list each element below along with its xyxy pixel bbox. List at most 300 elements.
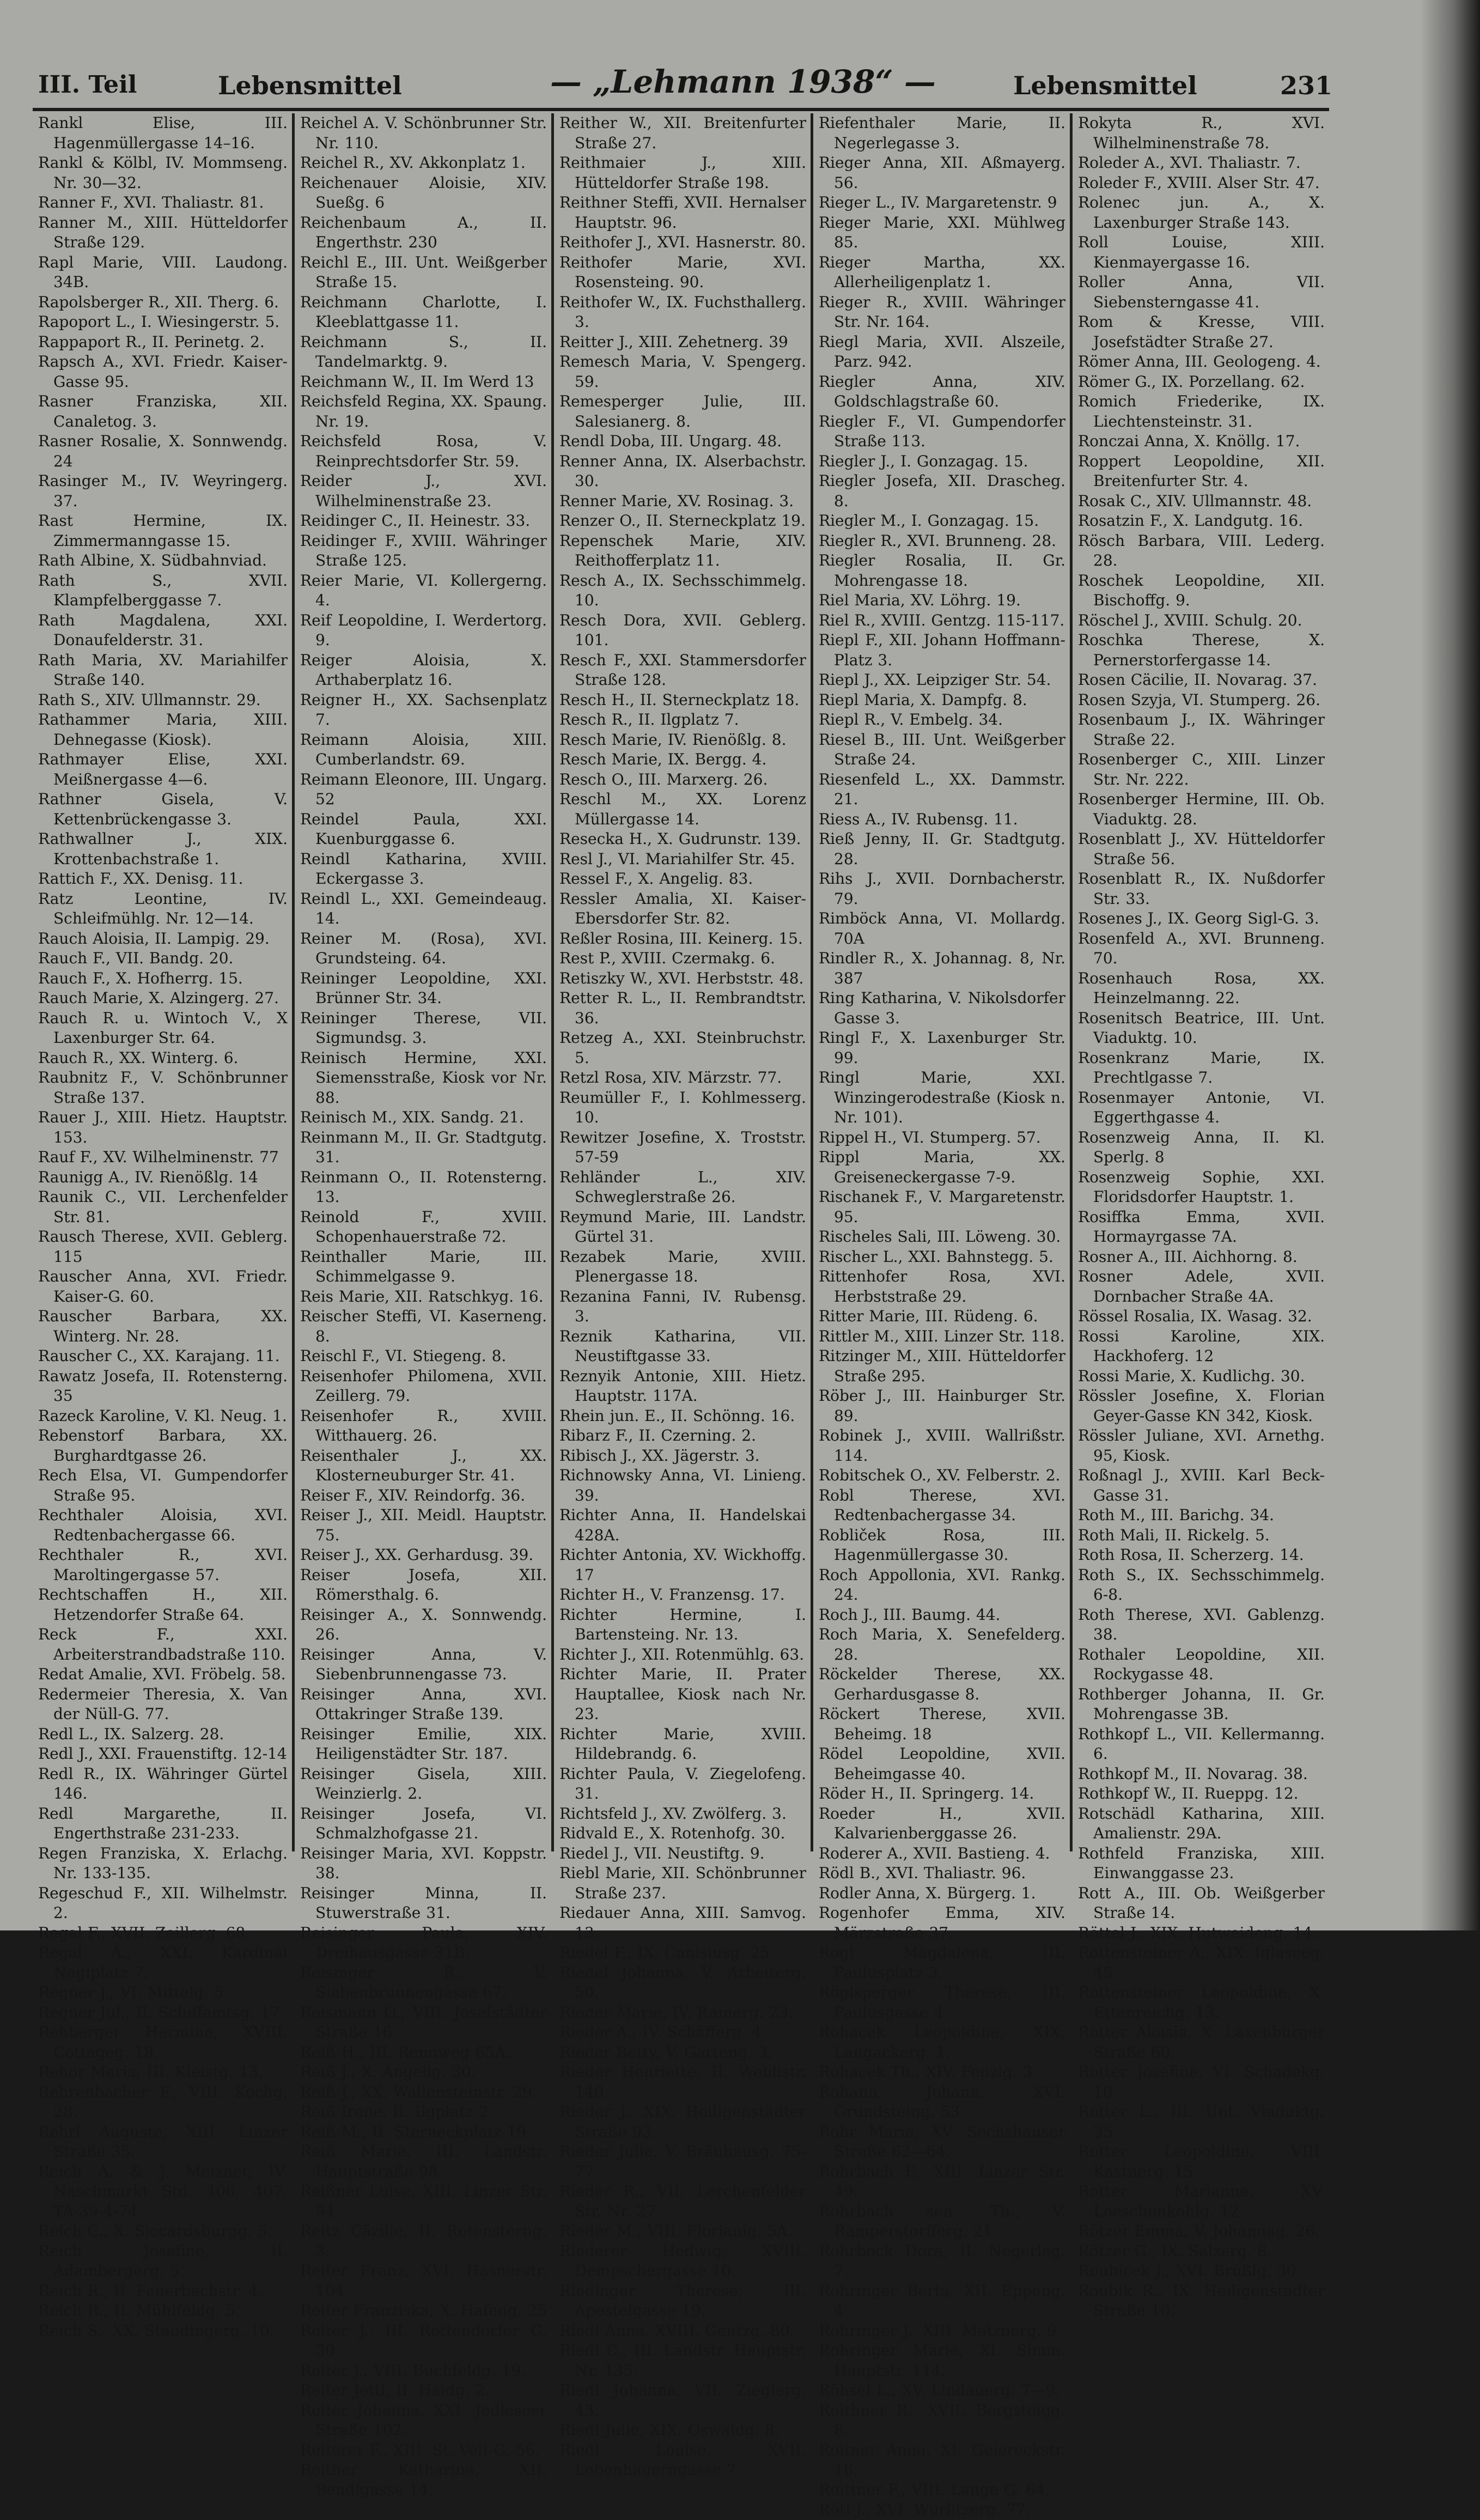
directory-entry: Rothaler Leopoldine, XII. Rockygasse 48. [1078, 1645, 1325, 1683]
directory-entry: Roderer A., XVII. Bastieng. 4. [819, 1844, 1050, 1862]
directory-entry: Rosenhauch Rosa, XX. Heinzelmanng. 22. [1078, 969, 1325, 1007]
directory-entry: Resch Dora, XVII. Geblerg. 101. [559, 611, 806, 649]
directory-entry: Reich Josefine, II. Adambergerg. 5. [38, 2242, 288, 2280]
directory-entry: Röttel J., XIX. Hutweideng. 14. [1078, 1923, 1318, 1942]
directory-entry: Reiter Franziska, X. Hafeng. 25 [300, 2302, 547, 2319]
directory-entry: Ribarz F., II. Czerning. 2. [559, 1426, 756, 1444]
directory-entry: Rest P., XVIII. Czermakg. 6. [559, 949, 775, 967]
directory-entry: Razeck Karoline, V. Kl. Neug. 1. [38, 1406, 287, 1425]
directory-entry: Rauscher Barbara, XX. Winterg. Nr. 28. [38, 1307, 288, 1345]
directory-entry: Rosenitsch Beatrice, III. Unt. Viaduktg. 10. [1078, 1009, 1325, 1047]
directory-entry: Regen Franziska, X. Erlachg. Nr. 133-135. [38, 1844, 288, 1882]
directory-entry: Riegler F., VI. Gumpendorfer Straße 113. [819, 412, 1065, 450]
directory-entry: Richter Hermine, I. Bartensteing. Nr. 13. [559, 1605, 806, 1643]
directory-entry: Rothkopf W., II. Rueppg. 12. [1078, 1784, 1299, 1802]
directory-entry: Reithmaier J., XIII. Hütteldorfer Straße 198. [559, 154, 806, 192]
directory-entry: Rewitzer Josefine, X. Troststr. 57-59 [559, 1128, 806, 1166]
directory-entry: Retzeg A., XXI. Steinbruchstr. 5. [559, 1029, 806, 1067]
directory-entry: Rath Albine, X. Südbahnviad. [38, 551, 267, 569]
directory-entry: Regeschud F., XII. Wilhelmstr. 2. [38, 1884, 288, 1922]
directory-entry: Riedl C., III. Landstr. Hauptstr. Nr. 135. [559, 2341, 806, 2379]
directory-entry: Roch Maria, X. Senefelderg. 28. [819, 1625, 1065, 1663]
directory-entry: Rohacek Th., XIV. Fenzlg. 3. [819, 2063, 1037, 2081]
directory-entry: Reich A. & J. Meizner, IV. Naschmarkt Std. 406, 407, TA-39-4-74 [38, 2162, 288, 2220]
directory-entry: Rihs J., XVII. Dornbacherstr. 79. [819, 870, 1065, 908]
directory-entry: Roschek Leopoldine, XII. Bischoffg. 9. [1078, 571, 1325, 609]
directory-entry: Rosenfeld A., XVI. Brunneng. 70. [1078, 929, 1325, 967]
directory-entry: Rössel Rosalia, IX. Wasag. 32. [1078, 1307, 1312, 1325]
directory-entry: Rohringer J., XIII. Matznerg. 9. [819, 2321, 1062, 2340]
directory-entry: Reich R., II. Mühlfeldg. 5. [38, 2302, 240, 2319]
directory-entry: Reinold F., XVIII. Schopenhauerstraße 72. [300, 1207, 547, 1246]
directory-entry: Redl R., IX. Währinger Gürtel 146. [38, 1764, 288, 1802]
directory-entry: Regal F., XVII. Zeillerg. 68. [38, 1923, 251, 1942]
directory-entry: Rathmayer Elise, XXI. Meißnergasse 4—6. [38, 750, 288, 788]
directory-entry: Rieger Martha, XX. Allerheiligenplatz 1. [819, 253, 1065, 291]
directory-entry: Römer G., IX. Porzellang. 62. [1078, 372, 1305, 391]
directory-entry: Rauf F., XV. Wilhelminenstr. 77 [38, 1148, 279, 1166]
directory-entry: Rötzer Emma, V. Johannag. 26. [1078, 2222, 1320, 2240]
directory-entry: Resch Marie, IV. Rienößlg. 8. [559, 730, 787, 749]
directory-entry: Reisenhofer R., XVIII. Witthauerg. 26. [300, 1406, 547, 1444]
directory-entry: Riegl Maria, XVII. Alszeile, Parz. 942. [819, 332, 1065, 371]
directory-entry: Rieder Marie, IV. Rainerg. 23. [559, 2003, 794, 2021]
directory-entry: Reismann O., VIII. Josefstädter Straße 16. [300, 2003, 547, 2041]
directory-entry: Rosenmayer Antonie, VI. Eggerthgasse 4. [1078, 1088, 1325, 1126]
directory-entry: Riederer Hedwig, XVIII. Dempschergasse 10. [559, 2242, 806, 2280]
directory-entry: Reither W., XII. Breitenfurter Straße 27. [559, 114, 806, 152]
directory-entry: Rott A., III. Ob. Weißgerber Straße 14. [1078, 1884, 1325, 1922]
directory-entry: Reisinger Paula, XIV. Dreihausgasse 31B. [300, 1923, 547, 1962]
directory-entry: Reich C., X. Siccardsburgg. 5. [38, 2222, 272, 2240]
directory-entry: Reiter Franz, XVI. Hasnerstr. 104. [300, 2262, 547, 2300]
directory-entry: Reiser Josefa, XII. Römersthalg. 6. [300, 1565, 547, 1604]
directory-entry: Rieger R., XVIII. Währinger Str. Nr. 164. [819, 293, 1065, 331]
directory-entry: Rogl Magdalena, III. Paulusplatz 3. [819, 1944, 1065, 1982]
directory-entry: Ridvald E., X. Rotenhofg. 30. [559, 1824, 785, 1842]
directory-entry: Rohrbach F., XIII. Linzer Str. 49. [819, 2162, 1065, 2200]
directory-entry: Richter Marie, XVIII. Hildebrandg. 6. [559, 1724, 806, 1763]
directory-entry: Reier Marie, VI. Kollergerng. 4. [300, 571, 547, 609]
listing-column-4 [811, 113, 1070, 2518]
directory-entry: Robl Therese, XVI. Redtenbachergasse 34. [819, 1486, 1065, 1524]
directory-entry: Regner Jul., II. Schiffamtsg. 17. [38, 2003, 285, 2021]
directory-entry: Röglsperger Therese, III. Paulusgasse 4. [819, 1983, 1065, 2021]
directory-entry: Rittenhofer Rosa, XVI. Herbststraße 29. [819, 1267, 1065, 1305]
directory-entry: Rottensteiner A., XIX. Iglaseeg. 45 [1078, 1944, 1325, 1982]
directory-entry: Rauch Marie, X. Alzingerg. 27. [38, 989, 279, 1007]
directory-entry: Reiser J., XX. Gerhardusg. 39. [300, 1546, 534, 1564]
directory-entry: Rankl Elise, III. Hagenmüllergasse 14–16. [38, 114, 288, 152]
directory-entry: Rieger Marie, XXI. Mühlweg 85. [819, 213, 1065, 251]
directory-entry: Rittler M., XIII. Linzer Str. 118. [819, 1327, 1065, 1345]
directory-entry: Rosatzin F., X. Landgutg. 16. [1078, 512, 1304, 530]
directory-entry: Rehrl Auguste, XIII. Linzer Straße 35. [38, 2122, 288, 2160]
directory-entry: Rohann Johann, XVI. Grundsteing. 53. [819, 2082, 1065, 2121]
section-title-left: Lebensmittel [218, 71, 402, 100]
directory-entry: Reidinger C., II. Heinestr. 33. [300, 512, 531, 530]
directory-entry: Reiter J., III. Rottendorfer G. 30 [300, 2321, 547, 2359]
directory-entry: Romich Friederike, IX. Liechtensteinstr. 31. [1078, 392, 1325, 430]
directory-entry: Resch Marie, IX. Bergg. 4. [559, 750, 767, 768]
directory-entry: Reichmann Charlotte, I. Kleeblattgasse 11. [300, 293, 547, 331]
directory-entry: Riebl Marie, XII. Schönbrunner Straße 237. [559, 1864, 806, 1902]
directory-entry: Regal A., XXI. Kardinal Naglplatz 7. [38, 1944, 288, 1982]
directory-entry: Reindel Paula, XXI. Kuenburggasse 6. [300, 810, 547, 848]
directory-entry: Rasner Rosalie, X. Sonnwendg. 24 [38, 432, 288, 470]
directory-entry: Rebenstorf Barbara, XX. Burghardtgasse 26. [38, 1426, 288, 1465]
directory-entry: Rössler Josefine, X. Florian Geyer-Gasse KN 342, Kiosk. [1078, 1387, 1325, 1425]
directory-entry: Rischeles Sali, III. Löweng. 30. [819, 1228, 1061, 1246]
directory-entry: Rattich F., XX. Denisg. 11. [38, 870, 243, 888]
directory-entry: Riess A., IV. Rubensg. 11. [819, 810, 1018, 828]
directory-entry: Riedel J., VII. Neustiftg. 9. [559, 1844, 765, 1862]
directory-entry: Rasner Franziska, XII. Canaletog. 3. [38, 392, 288, 430]
directory-entry: Rast Hermine, IX. Zimmermanngasse 15. [38, 512, 288, 550]
directory-entry: Rosenblatt R., IX. Nußdorfer Str. 33. [1078, 870, 1325, 908]
directory-entry: Rendl Doba, III. Ungarg. 48. [559, 432, 782, 450]
directory-entry: Rauscher C., XX. Karajang. 11. [38, 1347, 280, 1365]
directory-entry: Reiter Johanna, XXI. Jedleseer Straße 102. [300, 2401, 547, 2439]
page-number: 231 [1280, 71, 1333, 100]
directory-entry: Riepl J., XX. Leipziger Str. 54. [819, 671, 1051, 689]
directory-entry: Röschel J., XVIII. Schulg. 20. [1078, 611, 1302, 629]
directory-entry: Reißner Luise, XIII. Linzer Str. 94. [300, 2182, 547, 2220]
directory-entry: Rothberger Johanna, II. Gr. Mohrengasse 3B. [1078, 1685, 1325, 1723]
directory-entry: Riedel F., IX. Canisiusg. 25. [559, 1944, 775, 1962]
directory-entry: Rosenes J., IX. Georg Sigl-G. 3. [1078, 909, 1319, 927]
directory-entry: Rosen Szyja, VI. Stumperg. 26. [1078, 690, 1320, 709]
directory-entry: Reither Katharina, XII. Bendlgasse 14. [300, 2461, 547, 2499]
directory-entry: Riedl Julie, XIX. Oswaldg. 8. [559, 2421, 779, 2439]
directory-entry: Reiger Aloisia, X. Arthaberplatz 16. [300, 651, 547, 689]
directory-entry: Retiszky W., XVI. Herbststr. 48. [559, 969, 804, 987]
directory-entry: Reindl L., XXI. Gemeindeaug. 14. [300, 889, 547, 927]
directory-entry: Rauer J., XIII. Hietz. Hauptstr. 153. [38, 1108, 288, 1146]
directory-entry: Reichmann W., II. Im Werd 13 [300, 372, 534, 391]
directory-entry: Rohringer Berta, XII. Eppeng. 4. [819, 2281, 1065, 2319]
directory-entry: Resecka H., X. Gudrunstr. 139. [559, 830, 801, 848]
directory-entry: Rosenbaum J., IX. Währinger Straße 22. [1078, 711, 1325, 749]
directory-entry: Ranner M., XIII. Hütteldorfer Straße 129. [38, 213, 288, 251]
directory-entry: Rötzer G., IX. Salzerg. 8. [1078, 2242, 1272, 2260]
directory-entry: Riedinger Therese, III. Apostelgasse 19. [559, 2281, 806, 2319]
directory-entry: Rehrenbacher F., VIII. Kochg. 28. [38, 2082, 288, 2121]
directory-entry: Rohrbach sen. Th., V. Ramperstorfferg. 21. [819, 2202, 1065, 2240]
directory-entry: Ronczai Anna, X. Knöllg. 17. [1078, 432, 1300, 450]
directory-entry: Reisinger Anna, XVI. Ottakringer Straße 139. [300, 1685, 547, 1723]
directory-entry: Rechtschaffen H., XII. Hetzendorfer Straße 64. [38, 1586, 288, 1624]
directory-entry: Rohr Maria, XV. Sechshauser Straße 62—64. [819, 2122, 1065, 2160]
directory-entry: Rohringer Marie, XI. Simm. Hauptstr. 114. [819, 2341, 1065, 2379]
directory-entry: Riegler J., I. Gonzagag. 15. [819, 452, 1028, 470]
directory-entry: Reichel R., XV. Akkonplatz 1. [300, 154, 526, 172]
directory-entry: Rhein jun. E., II. Schönng. 16. [559, 1406, 795, 1425]
directory-entry: Reichenauer Aloisie, XIV. Sueßg. 6 [300, 173, 547, 211]
directory-entry: Rosenzweig Sophie, XXI. Floridsdorfer Hauptstr. 1. [1078, 1168, 1325, 1206]
directory-entry: Rosiffka Emma, XVII. Hormayrgasse 7A. [1078, 1207, 1325, 1246]
directory-entry: Rotter Leopoldine, VIII. Kastnerg. 15. [1078, 2142, 1325, 2181]
directory-entry: Rippl Maria, XX. Greiseneckergasse 7-9. [819, 1148, 1065, 1186]
directory-entry: Rotter Marianne, XV. Loeschenkohlg. 12. [1078, 2182, 1325, 2220]
directory-entry: Regner J., VI. Mittelg. 5. [38, 1983, 229, 2001]
directory-entry: Reiterer F., XIII. St. Veit-G. 56. [300, 2440, 540, 2459]
directory-entry: Rauch Aloisia, II. Lampig. 29. [38, 929, 270, 948]
directory-entry: Reinisch M., XIX. Sandg. 21. [300, 1108, 524, 1126]
directory-entry: Roch Appollonia, XVI. Rankg. 24. [819, 1565, 1065, 1604]
directory-entry: Rieß Jenny, II. Gr. Stadtgutg. 28. [819, 830, 1065, 868]
directory-entry: Raunik C., VII. Lerchenfelder Str. 81. [38, 1188, 288, 1226]
directory-entry: Rehor Maria, III. Kleistg. 13. [38, 2063, 264, 2081]
directory-entry: Rippel H., VI. Stumperg. 57. [819, 1128, 1041, 1146]
directory-entry: Riegler Josefa, XII. Drascheg. 8. [819, 472, 1065, 510]
directory-entry: Resl J., VI. Mariahilfer Str. 45. [559, 849, 795, 868]
directory-entry: Reis Marie, XII. Ratschkyg. 16. [300, 1287, 544, 1305]
directory-entry: Riesel B., III. Unt. Weißgerber Straße 24. [819, 730, 1065, 768]
directory-entry: Rankl & Kölbl, IV. Mommseng. Nr. 30—32. [38, 154, 288, 192]
directory-entry: Riefenthaler Marie, II. Negerlegasse 3. [819, 114, 1065, 152]
directory-entry: Reisinger Josefa, VI. Schmalzhofgasse 21. [300, 1804, 547, 1842]
directory-entry: Redermeier Theresia, X. Van der Nüll-G. 77. [38, 1685, 288, 1723]
directory-entry: Remesperger Julie, III. Salesianerg. 8. [559, 392, 806, 430]
directory-entry: Riedl Anna, XVIII. Gentzg. 80. [559, 2321, 795, 2340]
directory-entry: Rogenhofer Emma, XIV. Märzstraße 37. [819, 1904, 1065, 1942]
directory-entry: Roleder A., XVI. Thaliastr. 7. [1078, 154, 1301, 172]
header-rule [33, 108, 1329, 111]
directory-entry: Rössler Juliane, XVI. Arnethg. 95, Kiosk. [1078, 1426, 1325, 1465]
directory-entry: Rehberger Hermine, XVIII. Cottageg. 18. [38, 2023, 288, 2061]
directory-entry: Rohacek Leopoldine, XIX. Langackerg. 1. [819, 2023, 1065, 2061]
directory-entry: Reisinger Maria, XVI. Koppstr. 38. [300, 1844, 547, 1882]
directory-entry: Reithofer W., IX. Fuchsthallerg. 3. [559, 293, 806, 331]
directory-entry: Roithner R., XVII. Bergsteigg. 8. [819, 2401, 1065, 2439]
directory-entry: Rechthaler Aloisia, XVI. Redtenbachergasse 66. [38, 1506, 288, 1544]
directory-entry: Rotter Josefine, VI. Schadekg. 10. [1078, 2063, 1325, 2101]
directory-entry: Riegler Rosalia, II. Gr. Mohrengasse 18. [819, 551, 1065, 590]
directory-entry: Reininger Therese, VII. Sigmundsg. 3. [300, 1009, 547, 1047]
directory-entry: Reichmann S., II. Tandelmarktg. 9. [300, 332, 547, 371]
directory-entry: Reimann Eleonore, III. Ungarg. 52 [300, 770, 547, 808]
directory-entry: Reisinger A., X. Sonnwendg. 26. [300, 1605, 547, 1643]
directory-entry: Rothkopf M., II. Novarag. 38. [1078, 1764, 1308, 1783]
directory-entry: Retzl Rosa, XIV. Märzstr. 77. [559, 1068, 782, 1086]
directory-entry: Rotter L., III. Unt. Viaduktg. 35. [1078, 2103, 1325, 2141]
directory-entry: Reschl M., XX. Lorenz Müllergasse 14. [559, 790, 806, 828]
directory-entry: Reinmann M., II. Gr. Stadtgutg. 31. [300, 1128, 547, 1166]
directory-entry: Rom & Kresse, VIII. Josefstädter Straße 27. [1078, 313, 1325, 351]
directory-entry: Resch A., IX. Sechsschimmelg. 10. [559, 571, 806, 609]
directory-entry: Roschka Therese, X. Pernerstorfergasse 14. [1078, 631, 1325, 669]
directory-entry: Ring Katharina, V. Nikolsdorfer Gasse 3. [819, 989, 1065, 1027]
directory-entry: Rezabek Marie, XVIII. Plenergasse 18. [559, 1247, 806, 1285]
directory-entry: Rottensteiner Leopoldine, X. Ettenreichg. 13. [1078, 1983, 1325, 2021]
directory-entry: Ringl Marie, XXI. Winzingerodestraße (Kiosk n. Nr. 101). [819, 1068, 1065, 1126]
directory-entry: Reininger Leopoldine, XXI. Brünner Str. 34. [300, 969, 547, 1007]
directory-entry: Reithofer J., XVI. Hasnerstr. 80. [559, 233, 806, 251]
listing-column-1 [33, 113, 292, 2340]
directory-entry: Reinisch Hermine, XXI. Siemensstraße, Kiosk vor Nr. 88. [300, 1048, 547, 1107]
directory-entry: Reiß Marie, III. Landstr. Hauptstraße 98. [300, 2142, 547, 2181]
directory-entry: Rotter Aloisia, X. Laxenburger Straße 60. [1078, 2023, 1325, 2061]
directory-entry: Rosenkranz Marie, IX. Prechtlgasse 7. [1078, 1048, 1325, 1086]
directory-entry: Rödl B., XVI. Thaliastr. 96. [819, 1864, 1026, 1882]
directory-entry: Rath Maria, XV. Mariahilfer Straße 140. [38, 651, 288, 689]
directory-entry: Richnowsky Anna, VI. Linieng. 39. [559, 1466, 806, 1504]
directory-entry: Rathner Gisela, V. Kettenbrückengasse 3. [38, 790, 288, 828]
directory-entry: Rösch Barbara, VIII. Lederg. 28. [1078, 531, 1325, 569]
directory-entry: Richter H., V. Franzensg. 17. [559, 1586, 785, 1604]
directory-entry: Rieder M., VIII. Florianig. 5A. [559, 2222, 793, 2240]
directory-entry: Reidinger F., XVIII. Währinger Straße 125. [300, 531, 547, 569]
directory-entry: Rappaport R., II. Perinetg. 2. [38, 332, 265, 351]
directory-entry: Rothfeld Franziska, XIII. Einwanggasse 23. [1078, 1844, 1325, 1882]
directory-entry: Renzer O., II. Sterneckplatz 19. [559, 512, 806, 530]
part-label: III. Teil [38, 71, 137, 99]
directory-entry: Rödel Leopoldine, XVII. Beheimgasse 40. [819, 1745, 1065, 1783]
directory-entry: Reiß Irene, II. Ilgplatz 2. [300, 2103, 494, 2121]
directory-entry: Rauch R. u. Wintoch V., X Laxenburger Str. 64. [38, 1009, 288, 1047]
directory-entry: Rieger L., IV. Margaretenstr. 9 [819, 193, 1057, 211]
directory-entry: Reigner H., XX. Sachsenplatz 7. [300, 690, 547, 728]
directory-entry: Ritter Marie, III. Rüdeng. 6. [819, 1307, 1038, 1325]
directory-entry: Reisinger Gisela, XIII. Weinzierlg. 2. [300, 1764, 547, 1802]
directory-entry: Rimböck Anna, VI. Mollardg. 70A [819, 909, 1065, 948]
directory-entry: Rothkopf L., VII. Kellermanng. 6. [1078, 1724, 1325, 1763]
directory-entry: Rauscher Anna, XVI. Friedr. Kaiser-G. 60. [38, 1267, 288, 1305]
directory-entry: Reischer Steffi, VI. Kaserneng. 8. [300, 1307, 547, 1345]
directory-entry: Roeder H., XVII. Kalvarienberggasse 26. [819, 1804, 1065, 1842]
directory-entry: Rauch R., XX. Winterg. 6. [38, 1048, 239, 1067]
directory-entry: Rath Magdalena, XXI. Donaufelderstr. 31. [38, 611, 288, 649]
directory-entry: Rotschädl Katharina, XIII. Amalienstr. 29A. [1078, 1804, 1325, 1842]
directory-entry: Roth Rosa, II. Scherzerg. 14. [1078, 1546, 1304, 1564]
directory-entry: Richtsfeld J., XV. Zwölferg. 3. [559, 1804, 787, 1823]
directory-entry: Rauch F., VII. Bandg. 20. [38, 949, 234, 967]
directory-entry: Resch F., XXI. Stammersdorfer Straße 128. [559, 651, 806, 689]
directory-entry: Rossi Karoline, XIX. Hackhoferg. 12 [1078, 1327, 1325, 1365]
directory-entry: Reichenbaum A., II. Engerthstr. 230 [300, 213, 547, 251]
directory-entry: Röder H., II. Springerg. 14. [819, 1784, 1034, 1802]
directory-entry: Roth S., IX. Sechsschimmelg. 6-8. [1078, 1565, 1325, 1604]
directory-entry: Römer Anna, III. Geologeng. 4. [1078, 353, 1321, 371]
directory-entry: Reichl E., III. Unt. Weißgerber Straße 15. [300, 253, 547, 291]
directory-entry: Röber J., III. Hainburger Str. 89. [819, 1387, 1065, 1425]
directory-entry: Roller Anna, VII. Siebensterngasse 41. [1078, 273, 1325, 311]
directory-entry: Reider J., XVI. Wilhelminenstraße 23. [300, 472, 547, 510]
directory-entry: Riegler R., XVI. Brunneng. 28. [819, 531, 1057, 550]
directory-entry: Reiß H., III. Rennweg 65A. [300, 2043, 511, 2061]
directory-entry: Reßler Rosina, III. Keinerg. 15. [559, 929, 803, 948]
directory-entry: Roll Louise, XIII. Kienmayergasse 16. [1078, 233, 1325, 271]
directory-entry: Reznyik Antonie, XIII. Hietz. Hauptstr. 117A. [559, 1367, 806, 1405]
directory-entry: Reymund Marie, III. Landstr. Gürtel 31. [559, 1207, 806, 1246]
directory-entry: Ribisch J., XX. Jägerstr. 3. [559, 1446, 760, 1465]
directory-entry: Roth Therese, XVI. Gablenzg. 38. [1078, 1605, 1325, 1643]
directory-entry: Rosenberger C., XIII. Linzer Str. Nr. 222. [1078, 750, 1325, 788]
directory-entry: Röckelder Therese, XX. Gerhardusgasse 8. [819, 1665, 1065, 1703]
directory-entry: Rapsch A., XVI. Friedr. Kaiser-Gasse 95. [38, 353, 288, 391]
directory-entry: Rechthaler R., XVI. Maroltingergasse 57. [38, 1546, 288, 1584]
directory-entry: Richter Antonia, XV. Wickhoffg. 17 [559, 1546, 806, 1584]
directory-entry: Ratz Leontine, IV. Schleifmühlg. Nr. 12—14. [38, 889, 288, 927]
directory-entry: Renner Marie, XV. Rosinag. 3. [559, 491, 794, 510]
directory-entry: Rosenberger Hermine, III. Ob. Viaduktg. 28. [1078, 790, 1325, 828]
directory-entry: Röckert Therese, XVII. Beheimg. 18 [819, 1705, 1065, 1743]
directory-entry: Redl L., IX. Salzerg. 28. [38, 1724, 224, 1743]
directory-entry: Roubicek J., XVI. Brüßlg. 30. [1078, 2262, 1301, 2280]
listing-column-3 [551, 113, 811, 2479]
directory-entry: Reiner M. (Rosa), XVI. Grundsteing. 64. [300, 929, 547, 967]
directory-entry: Robliček Rosa, III. Hagenmüllergasse 30. [819, 1526, 1065, 1564]
directory-entry: Riedl Johanna, VII. Zieglerg. 43. [559, 2381, 806, 2419]
directory-entry: Reiser J., XII. Meidl. Hauptstr. 75. [300, 1506, 547, 1544]
directory-entry: Reichsfeld Regina, XX. Spaung. Nr. 19. [300, 392, 547, 430]
listing-column-2 [292, 113, 551, 2499]
directory-entry: Rischer L., XXI. Bahnstegg. 5. [819, 1247, 1053, 1266]
directory-entry: Rischanek F., V. Margaretenstr. 95. [819, 1188, 1065, 1226]
directory-entry: Roßnagl J., XVIII. Karl Beck-Gasse 31. [1078, 1466, 1325, 1504]
directory-entry: Reiter J., VIII. Buchfeldg. 19. [300, 2361, 526, 2379]
directory-entry: Roch J., III. Baumg. 44. [819, 1605, 1001, 1624]
directory-entry: Rosak C., XIV. Ullmannstr. 48. [1078, 491, 1312, 510]
directory-entry: Rokyta R., XVI. Wilhelminenstraße 78. [1078, 114, 1325, 152]
directory-entry: Riegler M., I. Gonzagag. 15. [819, 512, 1039, 530]
directory-entry: Rath S., XVII. Klampfelberggasse 7. [38, 571, 288, 609]
directory-entry: Rötl J., XVI. Wurlitzerg. 77. [819, 2500, 1031, 2518]
directory-entry: Reich R., II. Feuerbachstr. 4. [38, 2281, 263, 2300]
directory-entry: Reisenhofer Philomena, XVII. Zeillerg. 79. [300, 1367, 547, 1405]
directory-entry: Riesenfeld L., XX. Dammstr. 21. [819, 770, 1065, 808]
directory-entry: Roubik R., IX. Heiligenstädter Straße 10. [1078, 2281, 1325, 2319]
directory-entry: Rauch F., X. Hofherrg. 15. [38, 969, 243, 987]
directory-entry: Reithofer Marie, XVI. Rosensteing. 90. [559, 253, 806, 291]
directory-entry: Redat Amalie, XVI. Fröbelg. 58. [38, 1665, 286, 1683]
directory-entry: Retter R. L., II. Rembrandtstr. 36. [559, 989, 806, 1027]
directory-entry: Rapl Marie, VIII. Laudong. 34B. [38, 253, 288, 291]
directory-entry: Resch O., III. Marxerg. 26. [559, 770, 768, 788]
directory-entry: Redl J., XXI. Frauenstiftg. 12-14 [38, 1745, 287, 1763]
directory-entry: Rieder J., XIX. Heiligenstädter Straße 93. [559, 2103, 806, 2141]
directory-entry: Resch R., II. Ilgplatz 7. [559, 711, 739, 728]
directory-entry: Renner Anna, IX. Alserbachstr. 30. [559, 452, 806, 490]
directory-entry: Reiser F., XIV. Reindorfg. 36. [300, 1486, 526, 1504]
directory-entry: Rosner Adele, XVII. Dornbacher Straße 4A. [1078, 1267, 1325, 1305]
directory-entry: Roitner Anna, XI. Geiereckstr. 16. [819, 2440, 1065, 2479]
listing-columns [33, 113, 1329, 2518]
directory-entry: Rieder A., IV. Schäfferg. 4 [559, 2023, 762, 2041]
directory-entry: Repenschek Marie, XIV. Reithofferplatz 11. [559, 531, 806, 569]
directory-entry: Rathwallner J., XIX. Krottenbachstraße 1. [38, 830, 288, 868]
directory-entry: Reindl Katharina, XVIII. Eckergasse 3. [300, 849, 547, 888]
directory-entry: Riedl Louise, XVII. Lobenhauerngasse 7. [559, 2440, 806, 2479]
directory-entry: Riedauer Anna, XIII. Samvog. 13. [559, 1904, 806, 1942]
directory-entry: Robinek J., XVIII. Wallrißstr. 114. [819, 1426, 1065, 1465]
directory-entry: Reitz Cäzilie, II. Rotensterng. 3. [300, 2222, 547, 2260]
directory-entry: Robitschek O., XV. Felberstr. 2. [819, 1466, 1061, 1484]
directory-entry: Ritzinger M., XIII. Hütteldorfer Straße 295. [819, 1347, 1065, 1385]
section-title-right: Lebensmittel [1013, 71, 1197, 100]
directory-entry: Reichsfeld Rosa, V. Reinprechtsdorfer Str. 59. [300, 432, 547, 470]
directory-entry: Rolenec jun. A., X. Laxenburger Straße 143. [1078, 193, 1325, 232]
directory-entry: Roth Mali, II. Rickelg. 5. [1078, 1526, 1270, 1544]
directory-entry: Richter Anna, II. Handelskai 428A. [559, 1506, 806, 1544]
directory-entry: Rosen Cäcilie, II. Novarag. 37. [1078, 671, 1317, 689]
directory-entry: Redl Margarethe, II. Engerthstraße 231-233. [38, 1804, 288, 1842]
directory-entry: Richter Marie, II. Prater Hauptallee, Kiosk nach Nr. 23. [559, 1665, 806, 1723]
directory-entry: Rawatz Josefa, II. Rotensterng. 35 [38, 1367, 288, 1405]
directory-entry: Riel R., XVIII. Gentzg. 115-117. [819, 611, 1065, 629]
directory-entry: Reisenthaler J., XX. Klosterneuburger Str. 41. [300, 1446, 547, 1484]
